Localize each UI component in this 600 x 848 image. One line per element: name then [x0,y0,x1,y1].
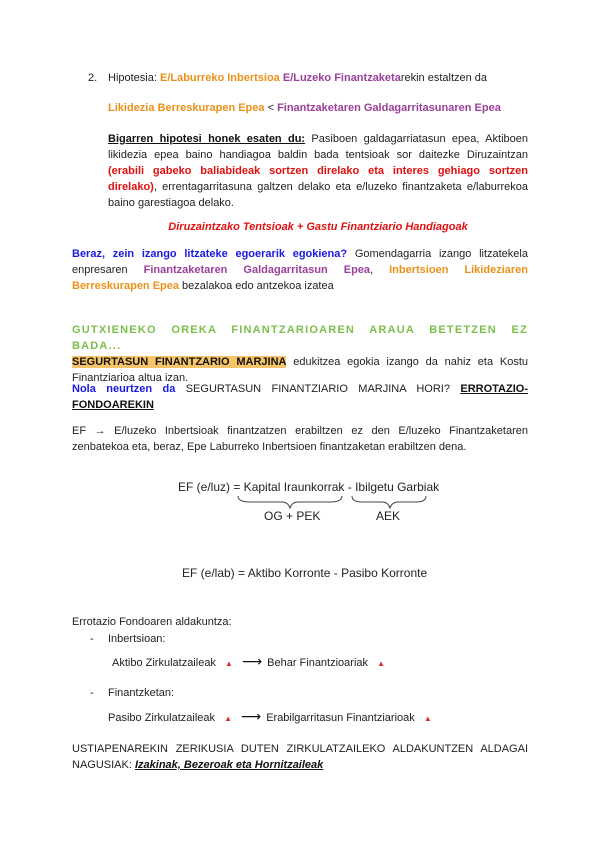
question-orange: Inbertsioen Likideziaren Berreskurapen Epea [72,264,528,292]
hypothesis-comparison [108,102,501,114]
second-hypothesis-paragraph [108,131,528,211]
fin-dash: - [90,687,94,699]
question-purple: Finantzaketaren Galdagarritasun Epea [143,264,371,276]
brace-ibilgetu [352,496,426,508]
brace-label-aek: AEK [376,509,401,523]
brace-kapital [238,496,342,508]
inv-right: Behar Finantzioariak [267,657,369,669]
measure-paragraph [72,381,528,413]
hypothesis-long-financing: E/Luzeko Finantzaketa [279,72,401,84]
comparison-right: Finantzaketaren Galdagarritasunaren Epea [277,102,501,114]
inv-row [112,653,385,670]
fin-right: Erabilgarritasun Finantziarioak [266,712,415,724]
hypothesis-number: 2. [88,72,98,84]
fin-label: Finantzketan: [108,687,175,699]
footer-text: USTIAPENAREKIN ZERIKUSIA DUTEN ZIRKULATZAILEKO ALDAKUNTZEN ALDAGAI NAGUSIAK: [72,743,528,771]
changes-title: Errotazio Fondoaren aldakuntza: [72,616,232,628]
hypothesis-prefix: Hipotesia: [108,72,160,84]
question-comma: , [370,264,390,276]
question-text-1: Gomendagarria izango litzatekela enpresaren [72,248,528,276]
formula-ef-long: EF (e/luz) = Kapital Iraunkorrak - Ibilgetu Garbiak [178,480,440,494]
hypothesis-short-investment: E/Laburreko Inbertsioa [159,72,280,84]
increase-triangle-icon: ▲ [423,714,432,723]
arrow-right-icon: ⟶ [241,653,263,669]
comparison-operator: < [264,102,278,114]
ef-definition: EF → E/luzeko Inbertsioak finantzatzen erabiltzen ez den E/luzeko Finantzaketaren zenbatekoa eta, beraz, Epe Laburreko Inbertsioen finantzaketan erabiltzen dena. [72,425,528,453]
rule-green: GUTXIENEKO OREKA FINANTZARIOAREN ARAUA BETETZEN EZ BADA... [72,324,528,352]
inv-dash: - [90,633,94,645]
measure-blue: Nola neurtzen da [72,383,176,395]
footer-paragraph [72,741,528,773]
measure-underline: ERROTAZIO-FONDOAREKIN [72,383,528,411]
second-text-red: (erabili gabeko baliabideak sortzen direlako eta interes gehiago sortzen direlako) [108,165,528,193]
second-hypothesis-heading: Bigarren hipotesi honek esaten du: [108,133,306,145]
rule-paragraph [72,322,528,386]
question-blue: Beraz, zein izango litzateke egoerarik egokiena? [72,248,348,260]
brace-label-og-pek: OG + PEK [264,509,321,523]
second-conclusion: Diruzaintzako Tentsioak + Gastu Finantziario Handiagoak [168,221,468,233]
footer-underline: Izakinak, Bezeroak eta Hornitzaileak [134,759,324,771]
formula-braces [230,494,440,510]
arrow-right-icon: ⟶ [241,708,262,724]
question-paragraph [72,246,528,294]
comparison-left: Likidezia Berreskurapen Epea [108,102,265,114]
inv-label: Inbertsioan: [108,633,166,645]
second-text-1: Pasiboen galdagarriatasun epea, Aktiboen likidezia epea baino handiagoa baldin bada tentsioak sor daitezke Diruzaintzan [108,133,528,161]
question-text-2: bezalakoa edo antzekoa izatea [179,280,334,292]
rule-text: edukitzea egokia izango da nahiz eta Kostu Finantziarioa altua izan. [72,356,528,384]
second-text-2: , errentagarritasuna galtzen delako eta e/luzeko finantzaketa e/laburrekoa baino garestiagoa delako. [108,181,528,209]
hypothesis-line [108,72,487,84]
rule-highlight: SEGURTASUN FINANTZARIO MARJINA [72,356,287,368]
fin-row [108,708,432,725]
increase-triangle-icon: ▲ [224,714,232,723]
measure-text: SEGURTASUN FINANTZIARIO MARJINA HORI? [175,383,461,395]
increase-triangle-icon: ▲ [225,659,233,668]
hypothesis-suffix: rekin estaltzen da [400,72,488,84]
fin-left: Pasibo Zirkulatzaileak [108,712,215,724]
increase-triangle-icon: ▲ [377,659,385,668]
formula-ef-short: EF (e/lab) = Aktibo Korronte - Pasibo Korronte [182,566,428,580]
inv-left: Aktibo Zirkulatzaileak [112,657,216,669]
